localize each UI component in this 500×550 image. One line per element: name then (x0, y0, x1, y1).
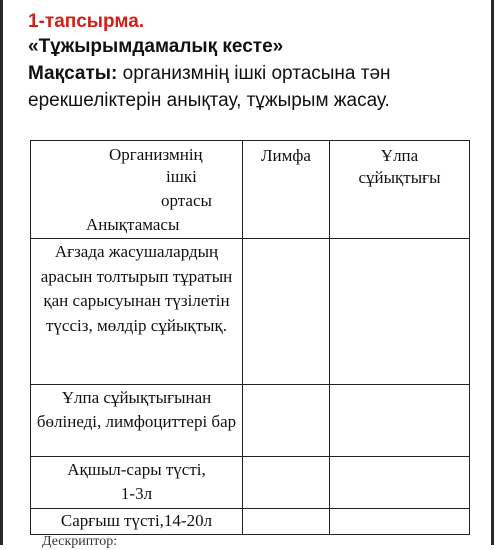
header-tissue-fluid-label: Ұлпа (380, 146, 419, 165)
task-title: 1-тапсырма. (28, 11, 145, 32)
definition-text: Ағзада жасушалардың арасын толтырып тұратын қан сарысуынан түзілетін түссіз, мөлдір сұйықтық. (40, 242, 233, 335)
answer-cell-tissue-fluid[interactable] (330, 239, 470, 385)
answer-cell-tissue-fluid[interactable] (330, 385, 470, 457)
page-left-border (0, 0, 3, 545)
table-row (31, 457, 470, 509)
answer-cell-lymph[interactable] (243, 509, 330, 535)
definition-text: Ұлпа сұйықтығынан бөлінеді, лимфоциттері бар (36, 388, 237, 431)
header-lymph (243, 141, 330, 239)
table-row (31, 509, 470, 535)
concept-table (30, 140, 470, 535)
definition-cell (31, 457, 243, 509)
corner-header-cell (31, 141, 243, 239)
corner-header-line: Организмнің (109, 145, 203, 164)
definition-text: Сарғыш түсті,14-20л (60, 511, 213, 530)
task-subtitle: «Тұжырымдамалық кесте» (28, 36, 284, 57)
table-header-row (31, 141, 470, 239)
header-lymph-label: Лимфа (261, 146, 311, 165)
answer-cell-lymph[interactable] (243, 457, 330, 509)
task-header (28, 10, 490, 114)
goal-text: организмнің ішкі ортасына тән ерекшеліктерін анықтау, тұжырым жасау. (28, 63, 391, 111)
table-row (31, 385, 470, 457)
descriptor-heading-partial: Дескриптор: (42, 534, 118, 549)
header-tissue-fluid (330, 141, 470, 239)
corner-header-line: Анықтамасы (86, 215, 180, 234)
header-tissue-fluid-label: сұйықтығы (358, 168, 441, 187)
corner-header-line: ішкі (166, 167, 197, 186)
answer-cell-lymph[interactable] (243, 385, 330, 457)
definition-cell (31, 239, 243, 385)
definition-cell (31, 509, 243, 535)
task-goal (28, 60, 490, 114)
definition-text: Ақшыл-сары түсті, 1-3л (67, 460, 206, 503)
answer-cell-tissue-fluid[interactable] (330, 509, 470, 535)
goal-label: Мақсаты: (28, 63, 118, 84)
table-row (31, 239, 470, 385)
answer-cell-lymph[interactable] (243, 239, 330, 385)
definition-cell (31, 385, 243, 457)
corner-header-line: ортасы (161, 191, 212, 210)
answer-cell-tissue-fluid[interactable] (330, 457, 470, 509)
page-right-border (491, 0, 494, 545)
